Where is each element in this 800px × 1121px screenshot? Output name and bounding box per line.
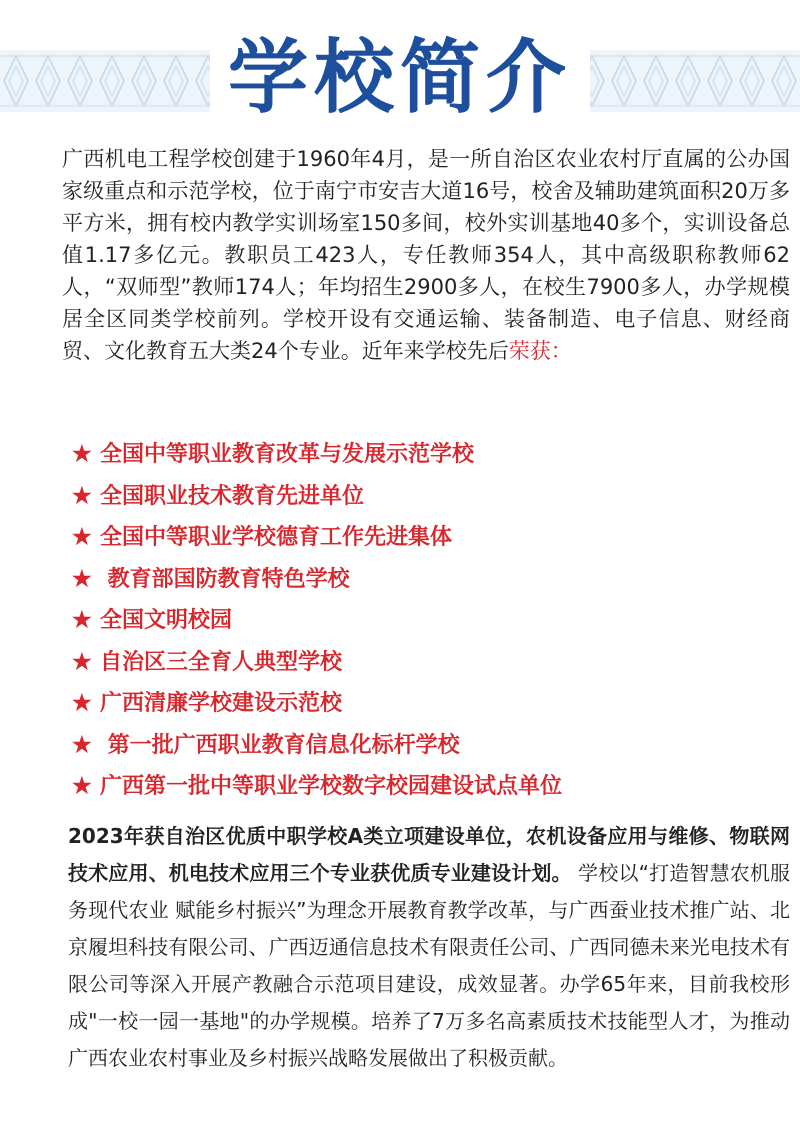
intro-paragraph (20, 143, 790, 367)
honor-item (72, 642, 792, 684)
honor-item (72, 725, 792, 767)
star-icon: ★ (72, 731, 92, 758)
honors-list (72, 434, 792, 808)
honor-item (72, 766, 792, 808)
star-icon: ★ (72, 565, 92, 592)
honor-label: 广西清廉学校建设示范校 (100, 690, 343, 716)
page-title (0, 22, 800, 132)
honors-lead: 荣获： (508, 339, 572, 363)
honor-item (72, 600, 792, 642)
honor-label: 全国文明校园 (100, 607, 233, 633)
honor-label: 全国中等职业学校德育工作先进集体 (100, 524, 453, 550)
honor-item (72, 683, 792, 725)
honor-label: 全国中等职业教育改革与发展示范学校 (100, 441, 475, 467)
star-icon: ★ (72, 690, 92, 716)
star-icon: ★ (72, 441, 92, 467)
star-icon: ★ (72, 648, 92, 675)
honor-label: 教育部国防教育特色学校 (100, 565, 350, 592)
honor-item (72, 434, 792, 476)
intro-text: 广西机电工程学校创建于1960年4月，是一所自治区农业农村厅直属的公办国家级重点和示范学校，位于南宁市安吉大道16号，校舍及辅助建筑面积20万多平方米，拥有校内教学实训场室150多间，校外实训基地40多个，实训设备总值1.17多亿元。教职员工423人，专任教师354人，其中高级职称教师62人，“双师型”教师174人；年均招生2900多人，在校生7900多人，办学规模居全区同类学校前列。学校开设有交通运输、装备制造、电子信息、财经商贸、文化教育五大类24个专业。近年来学校先后 (62, 147, 790, 363)
honor-item (72, 559, 792, 601)
outro-bold-text: 2023年获自治区优质中职学校A类立项建设单位，农机设备应用与维修、物联网技术应用、机电技术应用三个专业获优质专业建设计划。 (68, 824, 790, 885)
star-icon: ★ (72, 482, 92, 509)
star-icon: ★ (72, 773, 92, 799)
honor-label: 自治区三全育人典型学校 (100, 648, 343, 675)
outro-text: 学校以“打造智慧农机服务现代农业 赋能乡村振兴”为理念开展教育教学改革，与广西蚕业技术推广站、北京履坦科技有限公司、广西迈通信息技术有限责任公司、广西同德未来光电技术有限公司等深入开展产教融合示范项目建设，成效显著。办学65年来，目前我校形成"一校一园一基地"的办学规模。培养了7万多名高素质技术技能型人才，为推动广西农业农村事业及乡村振兴战略发展做出了积极贡献。 (68, 861, 791, 1070)
honor-label: 全国职业技术教育先进单位 (100, 482, 365, 509)
outro-paragraph (20, 818, 790, 1077)
honor-item (72, 476, 792, 518)
honor-label: 广西第一批中等职业学校数字校园建设试点单位 (100, 773, 563, 799)
star-icon: ★ (72, 524, 92, 550)
honor-label: 第一批广西职业教育信息化标杆学校 (100, 731, 460, 758)
page-title-text: 学校简介 (210, 30, 590, 124)
honor-item (72, 517, 792, 559)
star-icon: ★ (72, 607, 92, 633)
